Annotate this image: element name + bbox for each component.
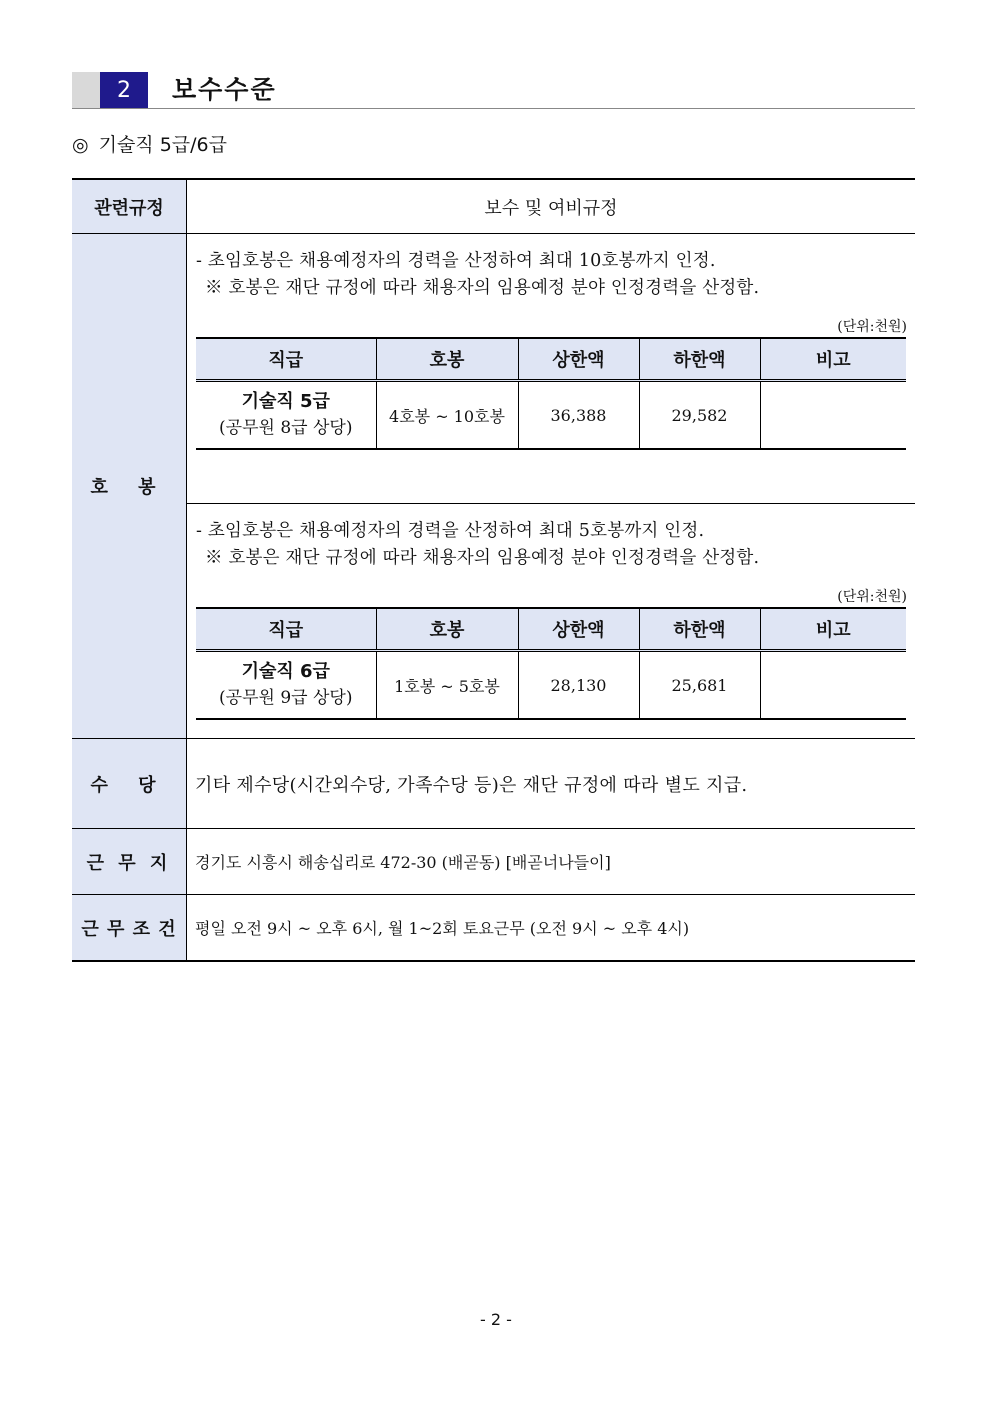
grade-name: 기술직 5급: [241, 391, 330, 412]
col-header-upper: 상한액: [518, 338, 639, 381]
step-range: 1호봉 ~ 5호봉: [376, 651, 518, 720]
grade6-note-max: - 초임호봉은 채용예정자의 경력을 산정하여 최대 5호봉까지 인정.: [196, 521, 705, 541]
allowance-value: 기타 제수당(시간외수당, 가족수당 등)은 재단 규정에 따라 별도 지급.: [195, 774, 748, 796]
col-header-grade: 직급: [196, 338, 376, 381]
upper-amount: 36,388: [518, 381, 639, 450]
location-value: 경기도 시흥시 해송십리로 472-30 (배곧동) [배곧너나들이]: [195, 853, 611, 872]
table-row: [196, 651, 906, 720]
grade6-header-row: [196, 608, 906, 651]
grade6-salary-table: [196, 607, 906, 720]
grade5-header-row: [196, 338, 906, 381]
grade5-salary-table: [196, 337, 906, 450]
salary-table: [72, 178, 915, 962]
section-number: 2: [100, 72, 148, 108]
grade5-unit: (단위:천원): [837, 319, 907, 335]
location-label: 근 무 지: [72, 829, 187, 894]
col-header-remark: 비고: [760, 608, 906, 651]
location-row: [72, 829, 915, 895]
hobong-content: [187, 234, 915, 738]
col-header-step: 호봉: [376, 338, 518, 381]
section-header-strip: [72, 72, 100, 108]
regulation-row: [72, 180, 915, 234]
conditions-row: [72, 895, 915, 960]
grade6-block: [187, 503, 915, 752]
conditions-value: 평일 오전 9시 ~ 오후 6시, 월 1~2회 토요근무 (오전 9시 ~ 오후 4시): [195, 919, 690, 938]
col-header-lower: 하한액: [639, 338, 760, 381]
grade-cell: [196, 381, 376, 450]
lower-amount: 29,582: [639, 381, 760, 450]
grade6-note-career: ※ 호봉은 재단 규정에 따라 채용자의 임용예정 분야 인정경력을 산정함.: [205, 548, 760, 568]
hobong-row: [72, 234, 915, 739]
table-row: [196, 381, 906, 450]
section-title: 보수수준: [172, 75, 277, 104]
col-header-grade: 직급: [196, 608, 376, 651]
regulation-value: 보수 및 여비규정: [484, 197, 618, 219]
grade5-block: [187, 248, 915, 503]
upper-amount: 28,130: [518, 651, 639, 720]
col-header-step: 호봉: [376, 608, 518, 651]
col-header-lower: 하한액: [639, 608, 760, 651]
col-header-upper: 상한액: [518, 608, 639, 651]
grade-name: 기술직 6급: [241, 661, 330, 682]
double-circle-icon: ◎: [72, 134, 89, 156]
regulation-label: 관련규정: [72, 180, 187, 233]
step-range: 4호봉 ~ 10호봉: [376, 381, 518, 450]
grade5-note-max: - 초임호봉은 채용예정자의 경력을 산정하여 최대 10호봉까지 인정.: [196, 251, 716, 271]
conditions-label: 근 무 조 건: [72, 895, 187, 960]
col-header-remark: 비고: [760, 338, 906, 381]
allowance-label: 수 당: [72, 739, 187, 828]
section-header: [72, 70, 915, 109]
remark: [760, 381, 906, 450]
grade-equivalent: (공무원 9급 상당): [219, 688, 353, 708]
hobong-label: 호 봉: [72, 234, 187, 738]
subheading-text: 기술직 5급/6급: [98, 134, 227, 156]
grade-equivalent: (공무원 8급 상당): [219, 418, 353, 438]
lower-amount: 25,681: [639, 651, 760, 720]
grade-cell: [196, 651, 376, 720]
grade5-note-career: ※ 호봉은 재단 규정에 따라 채용자의 임용예정 분야 인정경력을 산정함.: [205, 278, 760, 298]
allowance-row: [72, 739, 915, 829]
page-number: - 2 -: [480, 1310, 512, 1329]
grade6-unit: (단위:천원): [837, 589, 907, 605]
subheading: [72, 130, 227, 157]
remark: [760, 651, 906, 720]
